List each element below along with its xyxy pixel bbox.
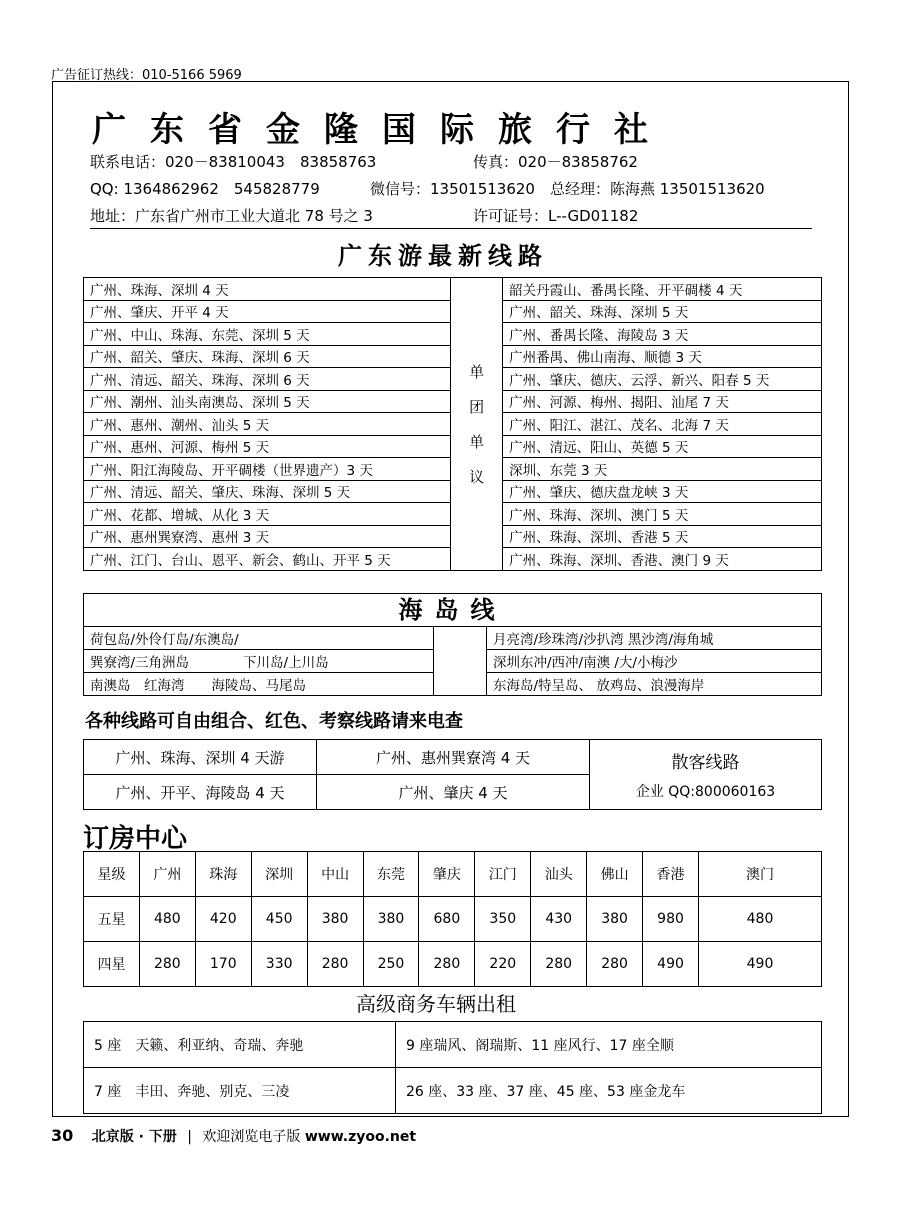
route-right: 广州、肇庆、德庆、云浮、新兴、阳春 5 天 [503,368,822,391]
route-right: 广州、阳江、湛江、茂名、北海 7 天 [503,413,822,436]
hotel-price: 450 [251,897,307,942]
contact-qq: QQ: 1364862962 545828779 [90,180,320,198]
group-quote-char: 单 [469,432,485,451]
hotel-price: 420 [195,897,251,942]
hotel-header: 星级 [84,852,140,897]
hotel-price: 380 [307,897,363,942]
hotel-price: 250 [363,942,419,987]
scatter-title: 散客线路 [671,753,740,773]
route-left: 广州、花都、增城、从化 3 天 [84,503,451,526]
island-gap [434,673,487,696]
hotel-header: 广州 [139,852,195,897]
island-heading: 海岛线 [84,594,821,627]
routes-table [83,277,822,571]
scatter-qq: 企业 QQ:800060163 [635,784,776,800]
route-right: 广州、清远、阳山、英德 5 天 [503,435,822,458]
island-left: 南澳岛 红海湾 海陵岛、马尾岛 [84,673,434,696]
island-section [83,593,822,696]
island-row [84,673,821,696]
route-right: 广州、番禺长隆、海陵岛 3 天 [503,323,822,346]
island-row [84,627,821,650]
combo-cell: 广州、肇庆 4 天 [317,775,590,810]
edition: 北京版 · 下册 [91,1129,177,1145]
hotel-header: 中山 [307,852,363,897]
route-right: 韶关丹霞山、番禺长隆、开平碉楼 4 天 [503,278,822,301]
hotel-price: 680 [419,897,475,942]
route-left: 广州、清远、韶关、珠海、深圳 6 天 [84,368,451,391]
footer-separator: | [187,1129,192,1145]
footer [51,1126,416,1146]
hotel-price: 170 [195,942,251,987]
contact-license: 许可证号：L--GD01182 [473,207,639,225]
hotel-price: 280 [531,942,587,987]
hotel-price: 380 [363,897,419,942]
hotel-price: 430 [531,897,587,942]
combo-table [83,739,822,810]
combo-cell: 广州、开平、海陵岛 4 天 [84,775,317,810]
hotel-price: 五星 [84,897,140,942]
hotel-header: 深圳 [251,852,307,897]
route-left: 广州、肇庆、开平 4 天 [84,300,451,323]
route-left: 广州、韶关、肇庆、珠海、深圳 6 天 [84,345,451,368]
hotel-row [84,942,822,987]
route-right: 深圳、东莞 3 天 [503,458,822,481]
contact-phone: 联系电话：020－83810043 83858763 [90,153,377,171]
group-quote-char: 单 [469,362,485,381]
car-cell: 7 座 丰田、奔驰、别克、三凌 [84,1068,396,1114]
contact-wechat: 微信号：13501513620 总经理：陈海燕 13501513620 [370,180,765,198]
hotel-price: 480 [699,897,822,942]
island-right: 东海岛/特呈岛、 放鸡岛、浪漫海岸 [487,673,822,696]
car-cell: 9 座瑞风、阁瑞斯、11 座风行、17 座全顺 [396,1022,822,1068]
hotel-price: 280 [307,942,363,987]
route-right: 广州番禺、佛山南海、顺德 3 天 [503,345,822,368]
scatter-cell [590,740,822,810]
hotel-row [84,897,822,942]
group-quote-char: 团 [469,397,485,416]
ad-hotline: 广告征订热线：010-5166 5969 [51,68,242,83]
hotel-price: 280 [587,942,643,987]
hotel-price: 350 [475,897,531,942]
welcome-text: 欢迎浏览电子版 [202,1129,301,1145]
group-quote-char: 议 [469,467,485,486]
hotel-price: 380 [587,897,643,942]
cars-table [83,1021,822,1114]
route-left: 广州、潮州、汕头南澳岛、深圳 5 天 [84,390,451,413]
hotel-header: 澳门 [699,852,822,897]
combo-cell: 广州、珠海、深圳 4 天游 [84,740,317,775]
car-cell: 5 座 天籁、利亚纳、奇瑞、奔驰 [84,1022,396,1068]
route-row [84,278,822,301]
hotel-header: 香港 [643,852,699,897]
island-row [84,650,821,673]
hotel-header: 汕头 [531,852,587,897]
route-right: 广州、珠海、深圳、香港、澳门 9 天 [503,548,822,571]
island-table [84,627,821,695]
island-left: 荷包岛/外伶仃岛/东澳岛/ [90,632,239,648]
hotel-header: 东莞 [363,852,419,897]
hotel-price: 980 [643,897,699,942]
hotel-header: 珠海 [195,852,251,897]
route-left: 广州、惠州巽寮湾、惠州 3 天 [84,525,451,548]
combo-heading: 各种线路可自由组合、红色、考察线路请来电查 [85,711,463,732]
hotel-price: 280 [419,942,475,987]
route-left: 广州、惠州、潮州、汕头 5 天 [84,413,451,436]
car-cell: 26 座、33 座、37 座、45 座、53 座金龙车 [396,1068,822,1114]
route-left: 广州、珠海、深圳 4 天 [84,278,451,301]
hotel-price: 四星 [84,942,140,987]
island-gap [434,650,487,673]
hotel-header-row [84,852,822,897]
island-right: 月亮湾/珍珠湾/沙扒湾 黑沙湾/海角城 [493,632,714,648]
contact-fax: 传真：020－83858762 [473,153,638,171]
hotel-header: 江门 [475,852,531,897]
route-left: 广州、阳江海陵岛、开平碉楼（世界遗产）3 天 [84,458,451,481]
route-left: 广州、江门、台山、恩平、新会、鹤山、开平 5 天 [84,548,451,571]
hotel-price: 480 [139,897,195,942]
cars-heading: 高级商务车辆出租 [356,992,516,1016]
contact-address: 地址：广东省广州市工业大道北 78 号之 3 [90,207,373,225]
route-right: 广州、韶关、珠海、深圳 5 天 [503,300,822,323]
hotel-table [83,851,822,987]
agency-title: 广东省金隆国际旅行社 [92,110,672,150]
routes-heading: 广东游最新线路 [338,242,548,270]
hotel-header: 佛山 [587,852,643,897]
hotel-heading: 订房中心 [83,824,188,854]
hotel-price: 280 [139,942,195,987]
island-gap [434,627,487,650]
site-link[interactable]: www.zyoo.net [304,1129,417,1145]
hotel-header: 肇庆 [419,852,475,897]
island-right: 深圳东冲/西冲/南澳 /大/小梅沙 [487,650,822,673]
route-left: 广州、清远、韶关、肇庆、珠海、深圳 5 天 [84,480,451,503]
hotel-price: 490 [699,942,822,987]
route-right: 广州、珠海、深圳、澳门 5 天 [503,503,822,526]
divider [90,228,812,229]
route-left: 广州、惠州、河源、梅州 5 天 [84,435,451,458]
route-left: 广州、中山、珠海、东莞、深圳 5 天 [84,323,451,346]
page-number: 30 [51,1126,74,1145]
route-right: 广州、河源、梅州、揭阳、汕尾 7 天 [503,390,822,413]
group-quote-label [451,278,503,571]
island-left: 巽寮湾/三角洲岛 下川岛/上川岛 [84,650,434,673]
combo-cell: 广州、惠州巽寮湾 4 天 [317,740,590,775]
hotel-price: 330 [251,942,307,987]
hotel-price: 490 [643,942,699,987]
route-right: 广州、珠海、深圳、香港 5 天 [503,525,822,548]
hotel-price: 220 [475,942,531,987]
route-right: 广州、肇庆、德庆盘龙峡 3 天 [503,480,822,503]
